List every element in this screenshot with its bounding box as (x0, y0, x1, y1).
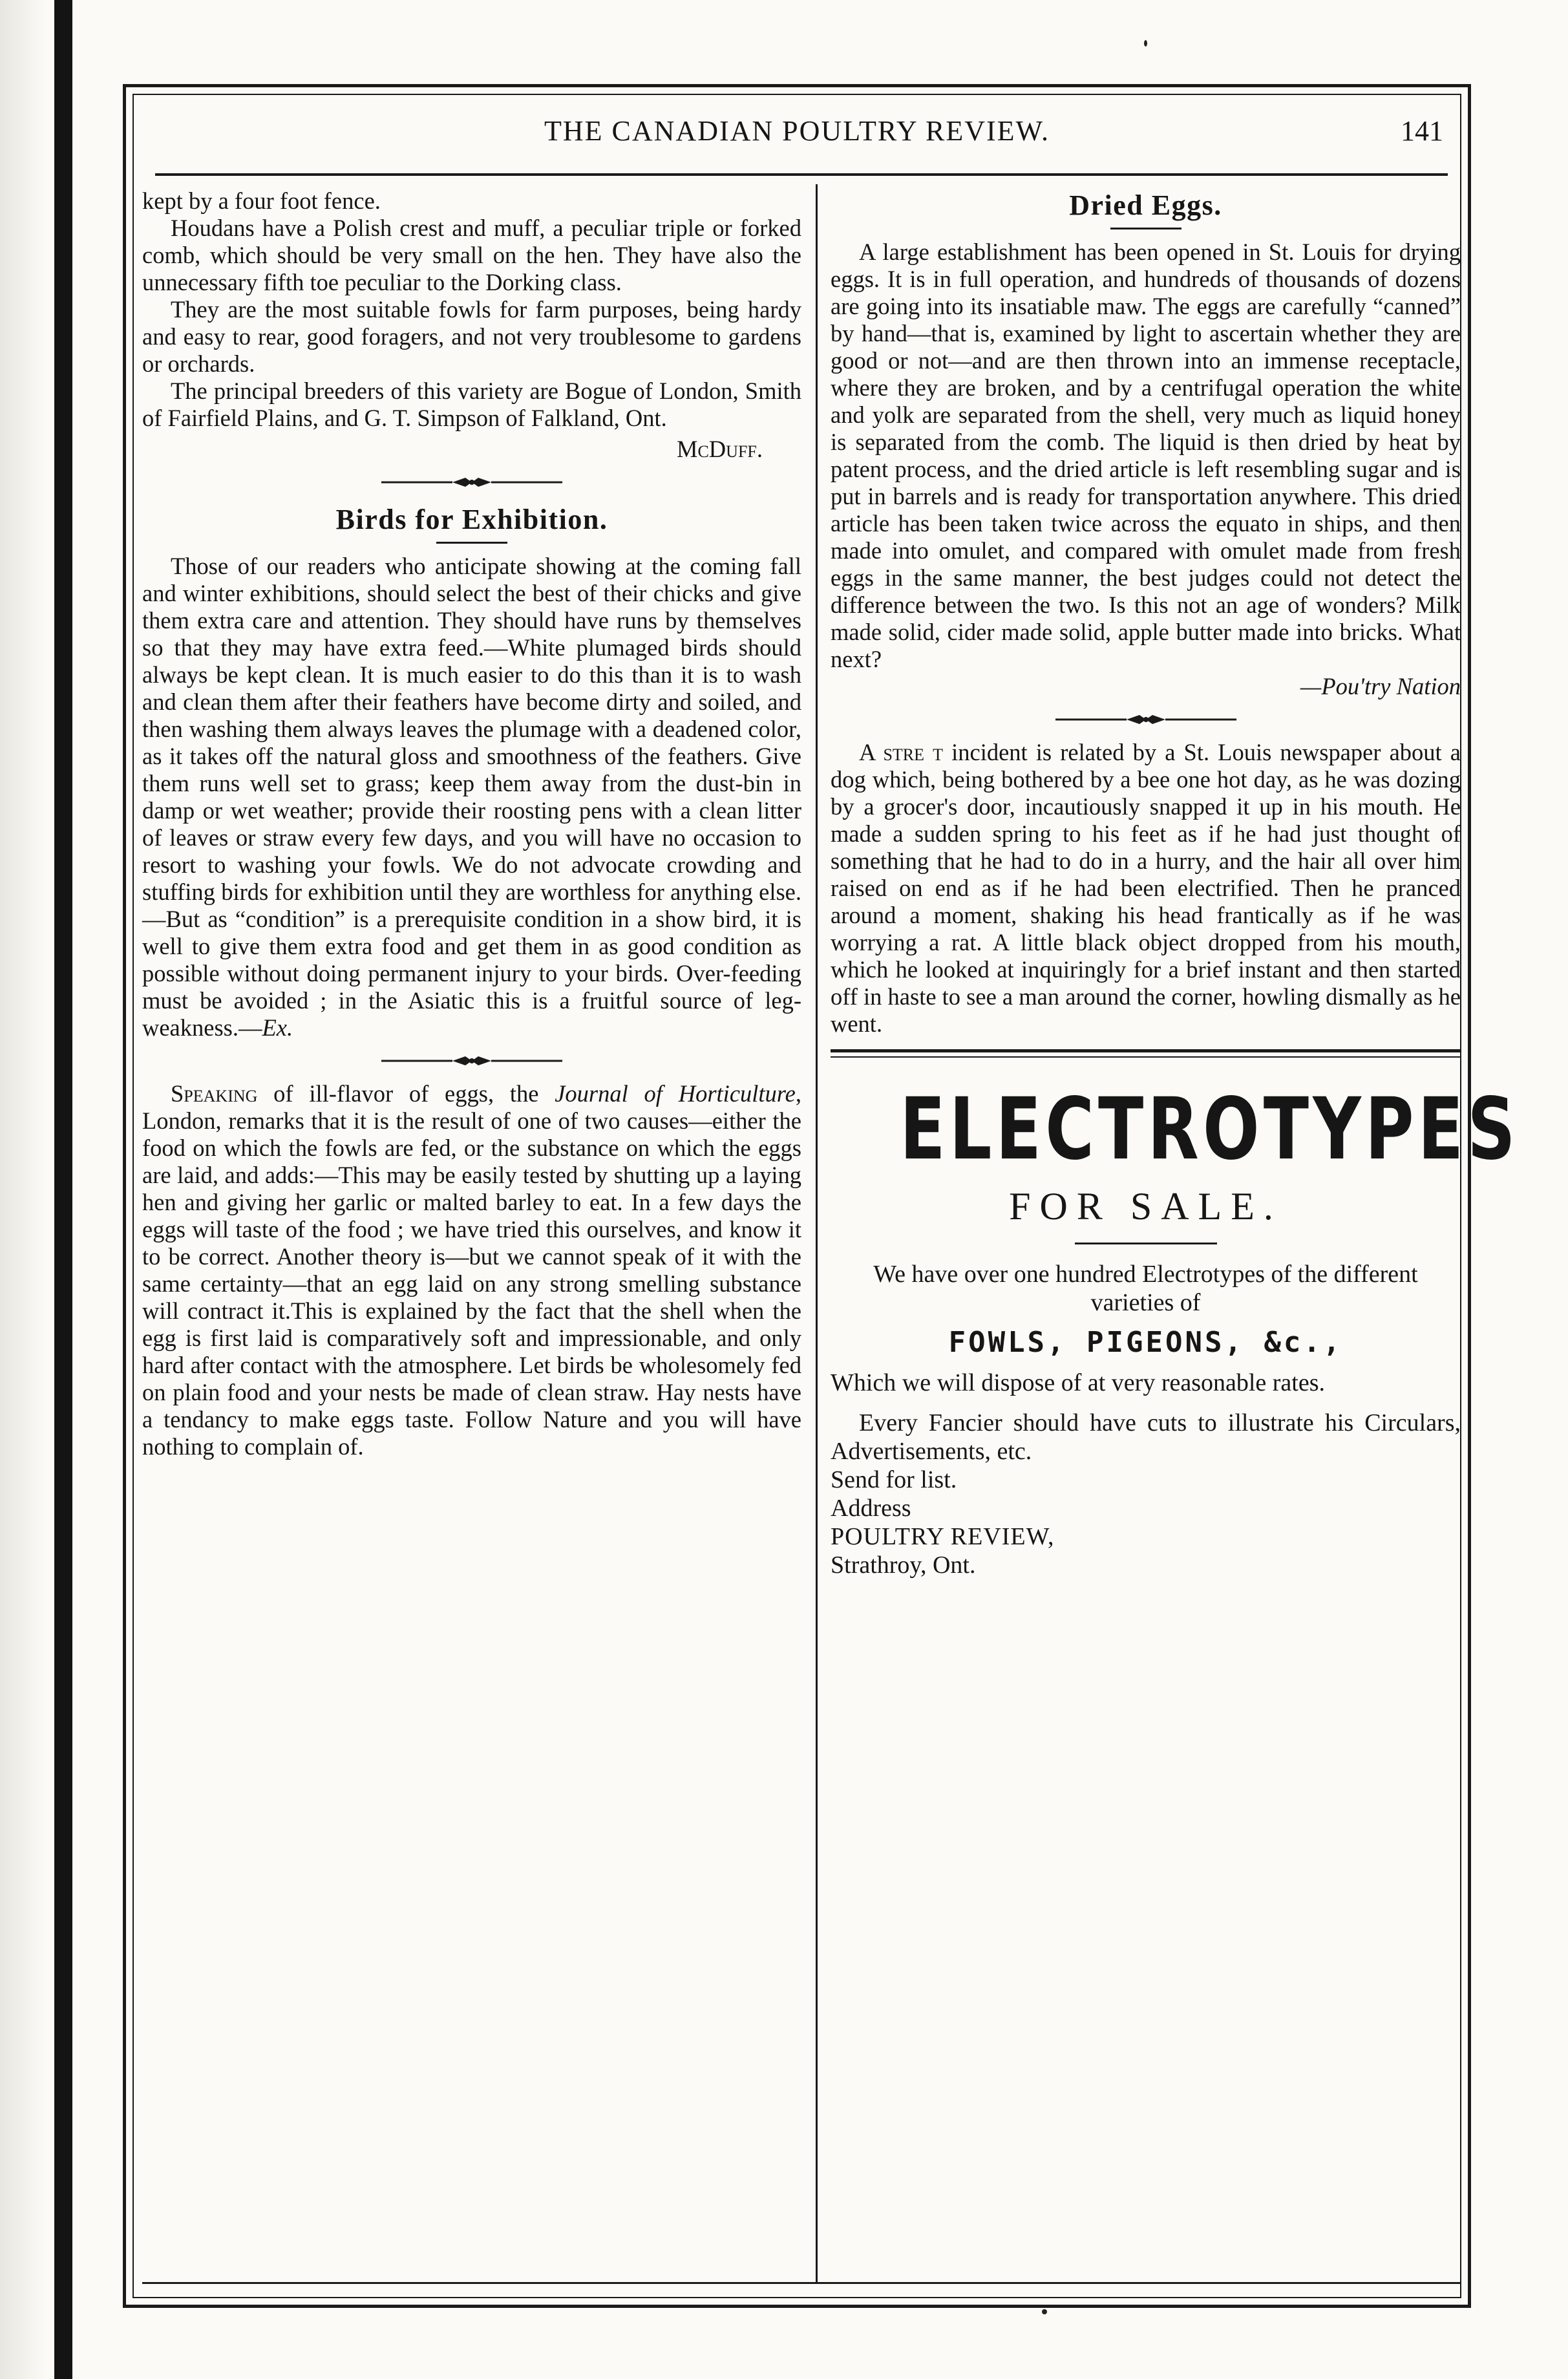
bottom-rule (142, 2282, 1461, 2284)
suitability-paragraph: They are the most suitable fowls for farm purposes, being hardy and easy to rear, good foragers, and not very troublesome to gardens or orchards. (142, 296, 801, 377)
dog-bee-paragraph (831, 739, 1461, 1038)
exhibition-text: Those of our readers who anticipate showing at the coming fall and winter exhibitions, should select the best of their chicks and give them extra care and attention. They should have runs by themselves so that they may have extra feed.—White plumaged birds should always be kept clean. It is much easier to do this than it is to wash and clean them after their feathers have become dirty and soiled, and then washing them always leaves the plumage with a deadened color, as it takes off the natural gloss and smoothness of the feathers. Give them runs well set to grass; keep them away from the dust-bin in damp or wet weather; provide their roosting pens with a clean litter of leaves or straw every few days, and you will have no occasion to resort to washing your fowls. We do not advocate crowding and stuffing birds for exhibition until they are worthless for anything else.—But as “condition” is a prerequisite condition in a show bird, it is well to give them extra food and get them in as good condition as possible without doing permanent injury to your birds. Over-feeding must be avoided ; in the Asiatic this is a fruitful source of leg-weakness.— (142, 553, 801, 1041)
journal-name: Journal of Horticulture (555, 1080, 796, 1107)
page-header (132, 107, 1461, 165)
journal-title: THE CANADIAN POULTRY REVIEW. (544, 115, 1050, 147)
ad-title: ELECTROTYPES (900, 1080, 1520, 1179)
ill-flavor-text-b: , London, remarks that it is the result of one of two causes—either the food on which the fowls are fed, or the substance on which the eggs are laid, and adds:—This may be easily tested by shutting up a laying hen and giving her garlic or malted barley to eat. In a few days the eggs will taste of the food ; we have tried this ourselves, and know it to be correct. Another theory is—but we cannot speak of it with the same certainty—that an egg laid on any strong smelling substance will contract it.This is explained by the fact that the shell when the egg is first laid is comparatively soft and impressionable, and only hard after contact with the atmosphere. Let birds be wholesomely fed on plain food and your nests be made of clean straw. Hay nests have a tendancy to make eggs taste. Follow Nature and you will have nothing to complain of. (142, 1080, 801, 1460)
ad-line-1: We have over one hundred Electrotypes of the different varieties of (873, 1261, 1418, 1316)
print-speck (1042, 2309, 1047, 2314)
ad-subtitle: FOR SALE. (1009, 1185, 1282, 1228)
ad-line-3: Every Fancier should have cuts to illustrate his Circulars, Advertisements, etc. (831, 1409, 1461, 1465)
title-underline (1110, 228, 1181, 229)
title-underline (436, 542, 507, 544)
section-title-birds-exhibition: Birds for Exhibition. (335, 504, 608, 535)
print-speck (1144, 40, 1147, 47)
speaking-lead: Speaking (171, 1080, 258, 1107)
ad-town: Strathroy, Ont. (831, 1552, 976, 1579)
exhibition-paragraph (142, 553, 801, 1041)
dog-lead: A stre t (859, 739, 943, 765)
section-ornament (142, 1054, 801, 1067)
right-column (831, 187, 1520, 1579)
author-signature: McDuff. (677, 436, 763, 462)
ad-send-for-list: Send for list. (831, 1466, 957, 1493)
electrotypes-advertisement (831, 1080, 1520, 1579)
left-column (142, 187, 801, 1460)
houdans-fence-line: kept by a four foot fence. (142, 187, 381, 214)
exhibition-source: Ex. (262, 1014, 293, 1041)
dried-eggs-source: —Pou'try Nation (1300, 673, 1461, 699)
page-number: 141 (1401, 115, 1443, 147)
section-title-dried-eggs: Dried Eggs. (1069, 189, 1222, 221)
ill-flavor-text-a: of ill-flavor of eggs, the (257, 1080, 555, 1107)
dried-eggs-paragraph: A large establishment has been opened in St. Louis for drying eggs. It is in full operation, and hundreds of thousands of dozens are going into its insatiable maw. The eggs are carefully “canned” by hand—that is, examined by light to ascertain whether they are good or not—and are then thrown into an immense receptacle, where they are broken, and by a centrifugal operation the white and yolk are separated from the shell, very much as liquid honey is separated from the comb. The liquid is then dried by heat by patent process, and the dried article is left resembling sugar and is put in barrels and is ready for transportation anywhere. This dried article has been taken twice across the equato in ships, and then made into omulet, and compared with omulet made from fresh eggs in the same manner, the best judges could not detect the difference between the two. Is this not an age of wonders? Milk made solid, cider made solid, apple butter made into bricks. What next? (831, 239, 1461, 672)
ad-fowls-pigeons: FOWLS, PIGEONS, &c., (948, 1326, 1343, 1359)
ad-publisher: POULTRY REVIEW, (831, 1523, 1055, 1550)
ad-rule (1075, 1243, 1217, 1244)
scan-binding-shadow (54, 0, 72, 2379)
breeders-paragraph: The principal breeders of this variety are Bogue of London, Smith of Fairfield Plains, and G. T. Simpson of Falkland, Ont. (142, 378, 801, 431)
section-ornament (142, 476, 801, 489)
ill-flavor-paragraph (142, 1080, 801, 1460)
ad-line-2: Which we will dispose of at very reasonable rates. (831, 1369, 1326, 1396)
ad-top-rule (831, 1049, 1461, 1052)
ad-address-label: Address (831, 1495, 911, 1522)
dog-bee-text: incident is related by a St. Louis newspaper about a dog which, being bothered by a bee one hot day, as he was dozing by a grocer's door, incautiously snapped it up in his mouth. He made a sudden spring to his feet as if he had just thought of something that he had to do in a hurry, and the hair all over him raised on end as if he had been electrified. Then he pranced around a moment, shaking his head frantically as if he was worrying a rat. A little black object dropped from his mouth, which he looked at inquiringly for a brief instant and then started off in haste to see a man around the corner, howling dismally as he went. (831, 739, 1461, 1037)
ad-top-rule-thin (831, 1056, 1461, 1058)
column-divider (816, 184, 818, 2282)
section-ornament (831, 713, 1461, 726)
header-rule (155, 173, 1448, 176)
houdans-paragraph: Houdans have a Polish crest and muff, a peculiar triple or forked comb, which should be very small on the hen. They have also the unnecessary fifth toe peculiar to the Dorking class. (142, 215, 801, 295)
scan-margin (0, 0, 45, 2379)
